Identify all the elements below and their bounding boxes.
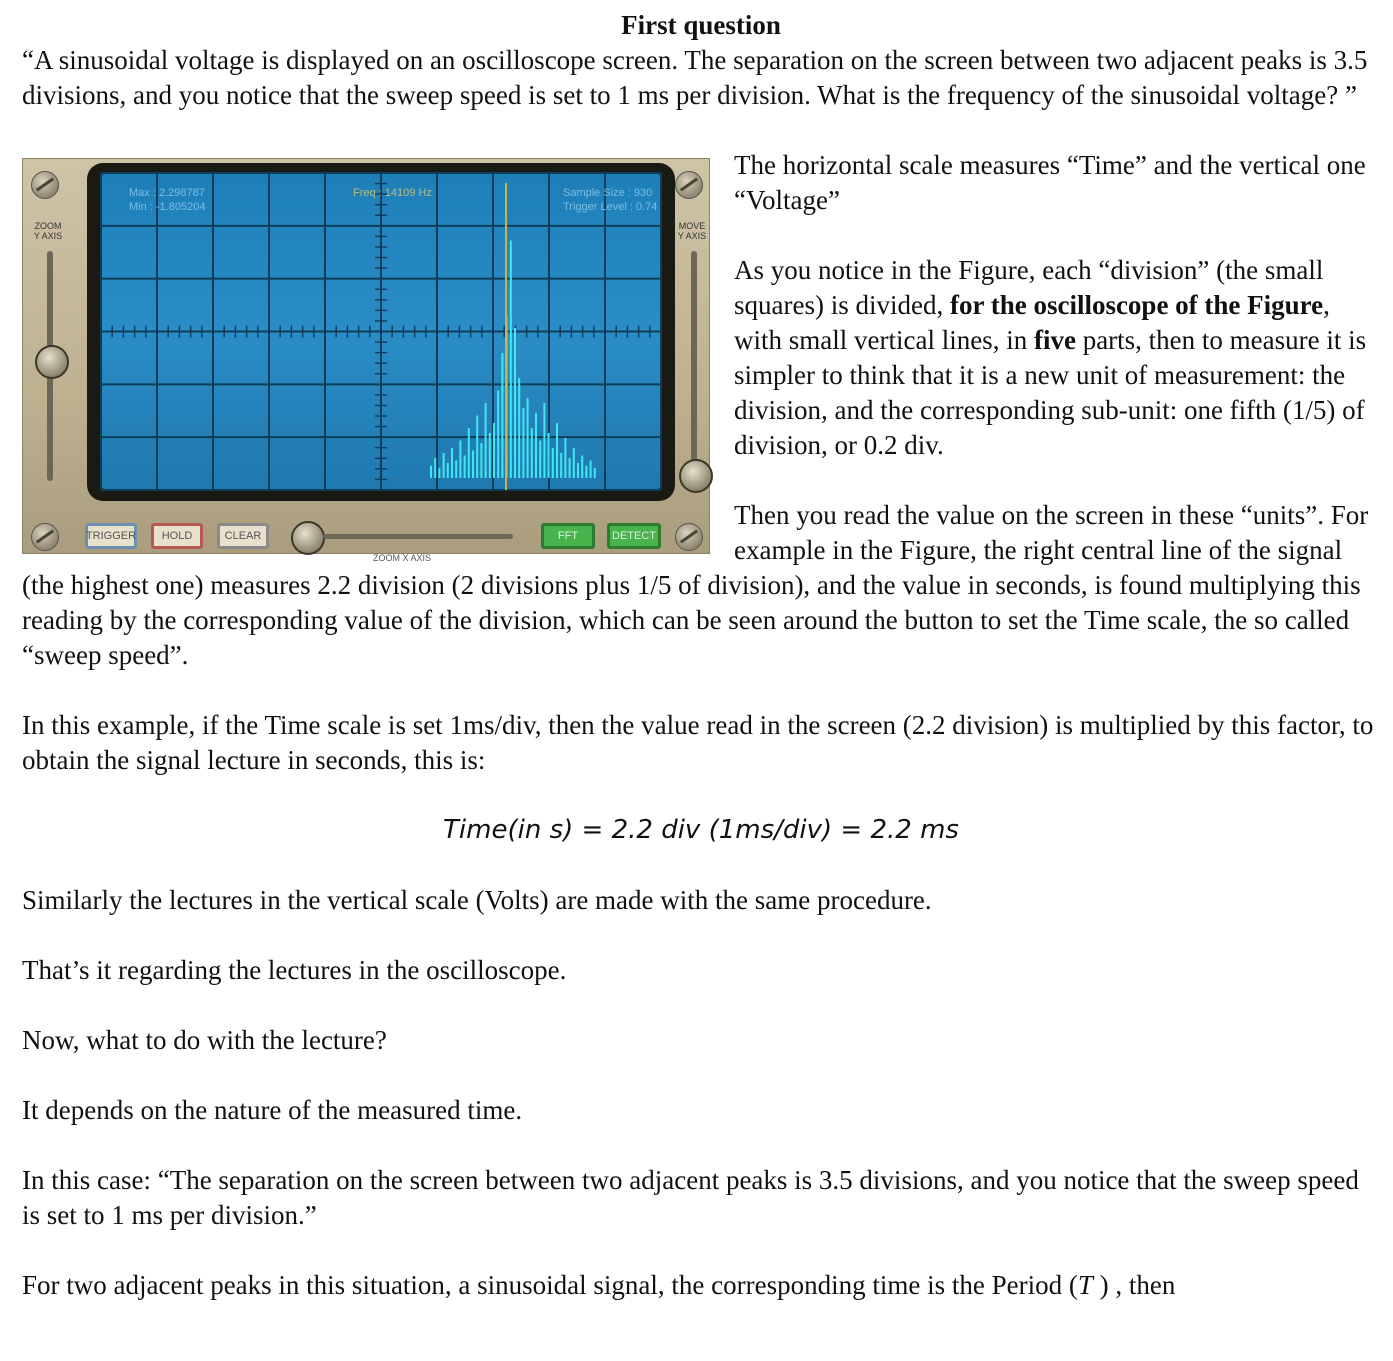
trigger-level-readout: Trigger Level : 0.74 (563, 201, 658, 213)
fft-button[interactable]: FFT (541, 523, 595, 549)
text-run: , with small vertical lines, in (734, 290, 1330, 355)
paragraph-nature: It depends on the nature of the measured time. (22, 1095, 523, 1125)
zoom-x-axis-label: ZOOM X AXIS (373, 553, 432, 563)
document-page (22, 0, 1380, 1303)
zoom-y-axis-label: ZOOM Y AXIS (33, 221, 63, 241)
paragraph-reading: Then you read the value on the screen in these “units”. For example in the Figure, the right central line of the signal (the highest one) measures 2.2 division (2 divisions plus 1/5 of division), and the value in seconds, is found multiplying this reading by the corresponding value of the division, which can be seen around the button to set the Time scale, the so called “sweep speed”. (22, 500, 1369, 670)
text-run: As you notice in the Figure, each “division” (the small squares) is divided, (734, 255, 1324, 320)
zoom-x-slider-track (323, 534, 513, 539)
zoom-x-knob[interactable] (291, 521, 325, 555)
time-formula: Time(in s) = 2.2 div (1ms/div) = 2.2 ms (443, 815, 959, 845)
screw-icon (31, 171, 59, 199)
move-y-slider-track (691, 251, 697, 481)
sample-size-readout: Sample Size : 930 (563, 187, 653, 199)
page-title: First question (621, 10, 781, 40)
zoom-y-knob[interactable] (35, 345, 69, 379)
text-run: ) , then (1092, 1270, 1176, 1300)
oscilloscope-figure (22, 158, 710, 563)
hold-button[interactable]: HOLD (151, 523, 203, 549)
move-y-knob[interactable] (679, 459, 713, 493)
period-symbol: T (1077, 1270, 1093, 1300)
clear-button[interactable]: CLEAR (217, 523, 269, 549)
paragraph-case: In this case: “The separation on the screen between two adjacent peaks is 3.5 divisions, and you notice that the sweep speed is set to 1 ms per division.” (22, 1165, 1359, 1230)
question-paragraph: “A sinusoidal voltage is displayed on an oscilloscope screen. The separation on the screen between two adjacent peaks is 3.5 divisions, and you notice that the sweep speed is set to 1 ms per division. What is the frequency of the sinusoidal voltage? ” (22, 45, 1368, 110)
paragraph-scales: The horizontal scale measures “Time” and the vertical one “Voltage” (734, 150, 1366, 215)
max-readout: Max : 2.298787 (129, 187, 205, 199)
paragraph-example: In this example, if the Time scale is set 1ms/div, then the value read in the screen (2.2 division) is multiplied by this factor, to obtain the signal lecture in seconds, this is: (22, 710, 1374, 775)
screw-icon (675, 171, 703, 199)
min-readout: Min : -1.805204 (129, 201, 206, 213)
detect-button[interactable]: DETECT (607, 523, 661, 549)
paragraph-period (22, 1268, 1380, 1303)
move-y-axis-label: MOVE Y AXIS (677, 221, 707, 241)
trigger-button[interactable]: TRIGGER (85, 523, 137, 549)
screw-icon (31, 523, 59, 551)
paragraph-lectures: That’s it regarding the lectures in the oscilloscope. (22, 955, 567, 985)
oscilloscope-screen (101, 173, 661, 490)
bold-text-run: for the oscilloscope of the Figure (949, 290, 1324, 320)
bold-text-run: five (1033, 325, 1076, 355)
text-run: For two adjacent peaks in this situation, a sinusoidal signal, the corresponding time is the Period ( (22, 1270, 1078, 1300)
freq-readout: Freq : 14109 Hz (353, 187, 432, 199)
paragraph-question-lecture: Now, what to do with the lecture? (22, 1025, 387, 1055)
paragraph-vertical-scale: Similarly the lectures in the vertical scale (Volts) are made with the same procedure. (22, 885, 932, 915)
screw-icon (675, 523, 703, 551)
text-run: parts, then to measure it is simpler to think that it is a new unit of measurement: the division, and the corresponding sub-unit: one fifth (1/5) of division, or 0.2 div. (734, 325, 1367, 460)
screen-grid (101, 173, 661, 490)
